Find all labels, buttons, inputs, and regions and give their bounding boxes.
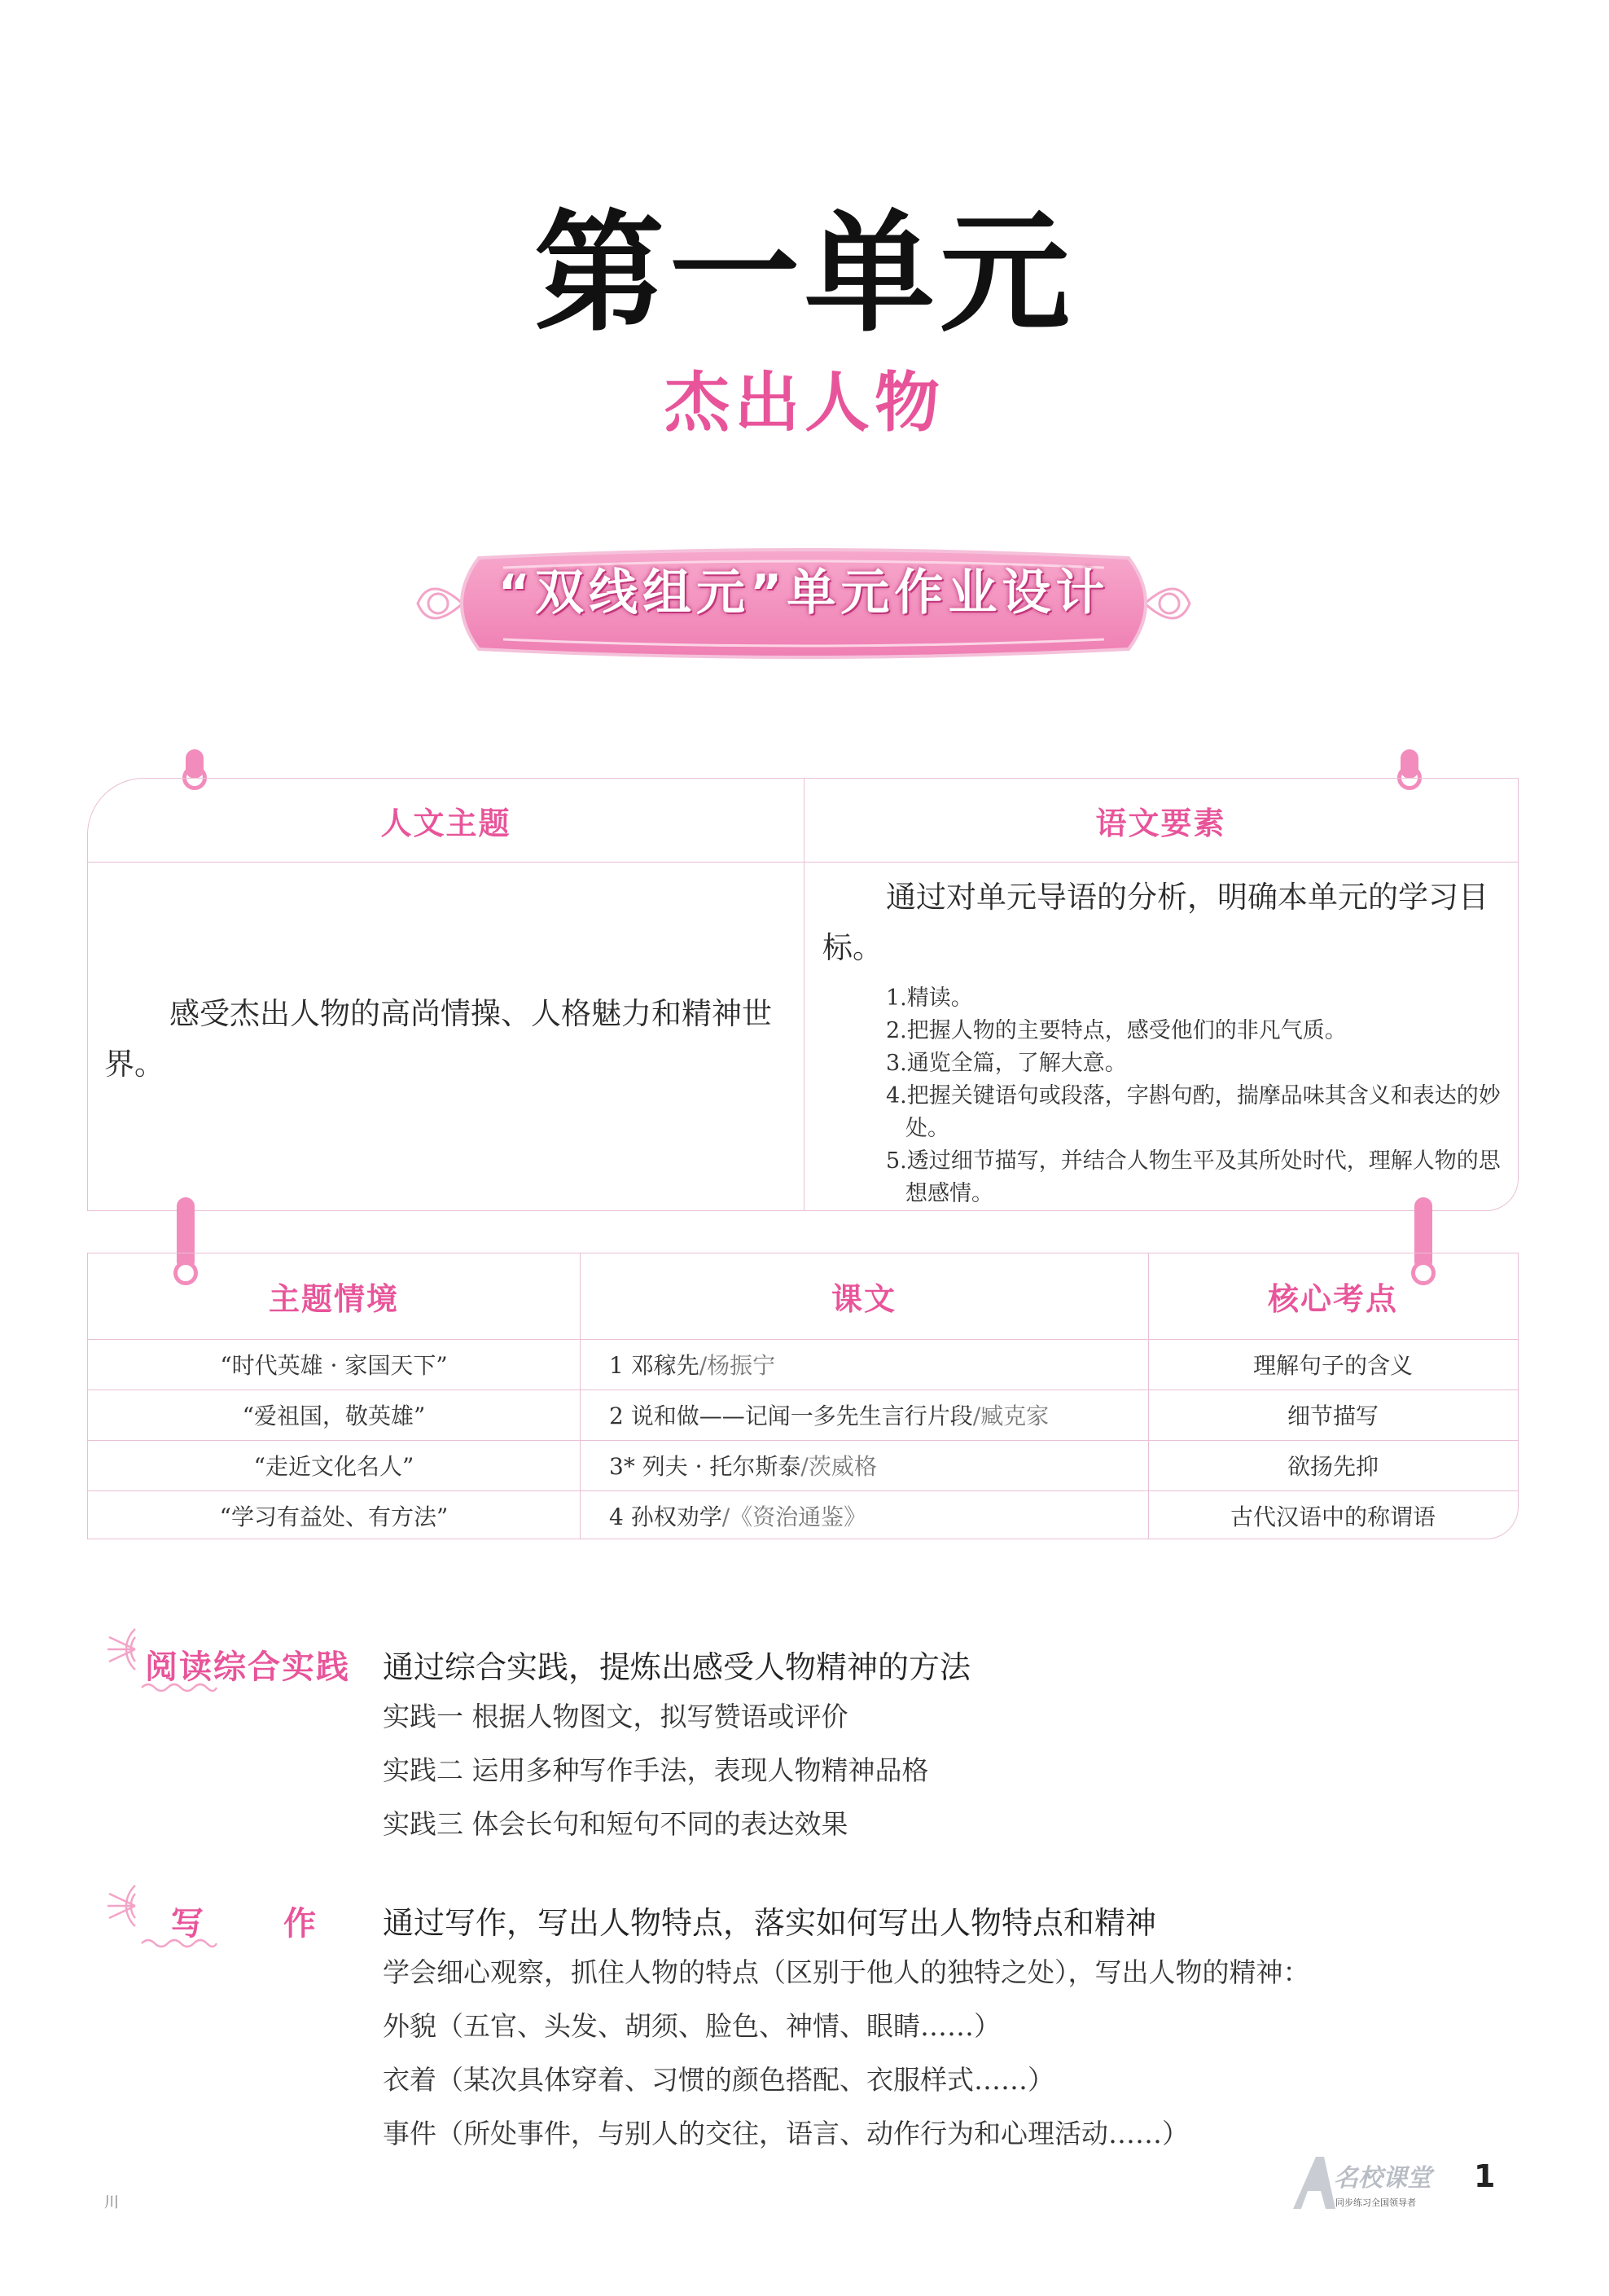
writing-item: 外貌（五官、头发、胡须、脸色、神情、眼睛……） (383, 2010, 1001, 2042)
practice-item: 实践二 运用多种写作手法，表现人物精神品格 (383, 1754, 929, 1786)
lesson-title: 1 邓稼先 (609, 1352, 699, 1379)
theme-elements-table (87, 778, 1519, 1211)
humanities-theme-text: 感受杰出人物的高尚情操、人格魅力和精神世界。 (104, 996, 772, 1082)
brand-name: 名校课堂 (1334, 2164, 1431, 2193)
lesson-author: /茨威格 (800, 1453, 877, 1480)
header-theme-context: 主题情境 (268, 1281, 399, 1317)
brand-logo (1287, 2150, 1449, 2215)
key-point-cell: 欲扬先抑 (1287, 1453, 1379, 1480)
lesson-author: /《资治通鉴》 (721, 1504, 867, 1530)
writing-section-label: 作 (283, 1905, 318, 1943)
banner-title: “双线组元”单元作业设计 (498, 564, 1110, 621)
writing-item: 衣着（某次具体穿着、习惯的颜色搭配、衣服样式……） (383, 2064, 1054, 2096)
brand-subtitle: 同步练习全国领导者 (1335, 2197, 1416, 2208)
lesson-author: /臧克家 (972, 1403, 1050, 1429)
lessons-table (87, 1253, 1519, 1539)
lesson-title: 2 说和做——记闻一多先生言行片段 (609, 1403, 973, 1429)
fan-deco-icon (99, 1621, 137, 1678)
unit-title: 第一单元 (533, 196, 1075, 349)
page-number: 1 (1474, 2158, 1496, 2194)
reading-section-label: 阅读综合实践 (145, 1648, 350, 1686)
wave-deco-icon (140, 1681, 218, 1694)
lesson-title: 4 孙权劝学 (609, 1504, 722, 1530)
header-humanities: 人文主题 (88, 779, 804, 863)
goal-item: 2.把握人物的主要特点，感受他们的非凡气质。 (886, 1018, 1347, 1043)
context-cell: “学习有益处、有方法” (219, 1504, 449, 1530)
learning-goals-list (886, 982, 1513, 1210)
context-cell: “爱祖国，敬英雄” (242, 1403, 426, 1429)
lesson-cell (609, 1490, 1146, 1541)
goal-item: 1.精读。 (886, 986, 973, 1011)
lesson-cell (609, 1440, 1146, 1490)
context-cell: “时代英雄 · 家国天下” (220, 1352, 448, 1379)
header-lesson: 课文 (831, 1281, 897, 1317)
wave-deco-icon (140, 1937, 218, 1950)
goal-item: 4.把握关键语句或段落，字斟句酌，揣摩品味其含义和表达的妙处。 (886, 1083, 1501, 1141)
goal-item: 3.通览全篇，了解大意。 (886, 1051, 1127, 1076)
practice-item: 实践三 体会长句和短句不同的表达效果 (383, 1808, 848, 1840)
unit-subtitle: 杰出人物 (664, 365, 945, 441)
lesson-author: /杨振宁 (699, 1352, 776, 1379)
key-point-cell: 古代汉语中的称谓语 (1230, 1504, 1436, 1530)
reading-section-main: 通过综合实践，提炼出感受人物精神的方法 (383, 1649, 971, 1685)
writing-item: 学会细心观察，抓住人物的特点（区别于他人的独特之处），写出人物的精神： (383, 1956, 1310, 1988)
fan-deco-icon (99, 1877, 137, 1934)
practice-item: 实践一 根据人物图文，拟写赞语或评价 (383, 1701, 848, 1732)
writing-section-label: 写 (171, 1905, 205, 1943)
language-elements-intro: 通过对单元导语的分析，明确本单元的学习目标。 (822, 880, 1488, 965)
header-language-elements: 语文要素 (804, 779, 1518, 863)
context-cell: “走近文化名人” (253, 1453, 414, 1480)
key-point-cell: 理解句子的含义 (1252, 1352, 1413, 1379)
clip-top-right (1401, 749, 1418, 779)
clip-top-left (186, 749, 204, 779)
lesson-cell (609, 1389, 1146, 1440)
writing-item: 事件（所处事件，与别人的交往，语言、动作行为和心理活动……） (383, 2118, 1189, 2149)
header-key-point: 核心考点 (1267, 1281, 1398, 1317)
writing-section-main: 通过写作，写出人物特点，落实如何写出人物特点和精神 (383, 1905, 1157, 1941)
lesson-cell (609, 1339, 1146, 1389)
lesson-title: 3* 列夫 · 托尔斯泰 (609, 1453, 801, 1480)
key-point-cell: 细节描写 (1287, 1403, 1379, 1429)
footer-mark: 川 (104, 2194, 119, 2211)
goal-item: 5.透过细节描写，并结合人物生平及其所处时代，理解人物的思想感情。 (886, 1148, 1501, 1206)
